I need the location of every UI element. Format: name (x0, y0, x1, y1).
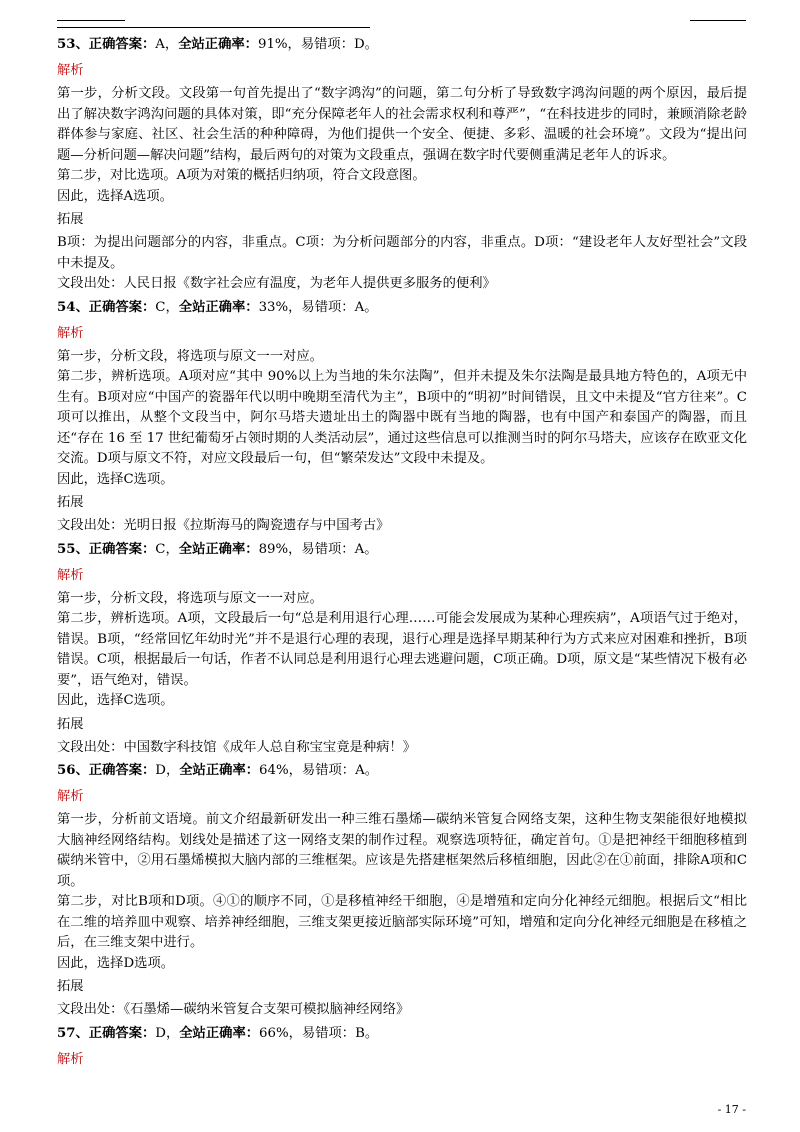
answer-label: 56、正确答案： (57, 763, 156, 778)
accuracy-label: 全站正确率： (179, 1025, 260, 1041)
header-rule-right (690, 20, 746, 21)
accuracy-value: 91%，易错项：D。 (257, 37, 378, 52)
answer-label: 57、正确答案： (57, 1025, 156, 1041)
extension-title: 拓展 (57, 495, 84, 510)
question-header (57, 758, 747, 784)
answer-value: A， (155, 37, 179, 52)
question-header (57, 295, 747, 321)
extension-paragraph: B项：为提出问题部分的内容，非重点。C项：为分析问题部分的内容，非重点。D项：“建设老年人友好型社会”文段中未提及。 (57, 235, 747, 271)
accuracy-label: 全站正确率： (178, 37, 258, 52)
analysis-paragraph: 第二步，辨析选项。A项，文段最后一句“总是利用退行心理……可能会发展成为某种心理疾病”，A项语气过于绝对，错误。B项，“经常回忆年幼时光”并不是退行心理的表现，退行心理是选择早期某种行为方式来应对困难和挫折，B项错误。C项，根据最后一句话，作者不认同总是利用退行心理去逃避问题，C项正确。D项，原文是“某些情况下极有必要”，语气绝对，错误。 (57, 611, 747, 688)
analysis-title: 解析 (57, 63, 84, 78)
header-rule-left-short (57, 20, 125, 21)
page-number: - 17 - (717, 1103, 746, 1116)
answer-label: 55、正确答案： (57, 541, 156, 557)
question-header (57, 537, 747, 563)
analysis-conclusion: 因此，选择C选项。 (57, 471, 174, 487)
analysis-paragraph: 第二步，对比选项。A项为对策的概括归纳项，符合文段意图。 (57, 168, 426, 183)
analysis-title: 解析 (57, 789, 84, 804)
question-57 (57, 1021, 747, 1073)
accuracy-label: 全站正确率： (179, 763, 260, 778)
accuracy-label: 全站正确率： (178, 541, 259, 557)
document-page (57, 32, 747, 1073)
question-header (57, 32, 747, 58)
analysis-paragraph: 第一步，分析文段，将选项与原文一一对应。 (57, 590, 323, 606)
source-citation: 文段出处：光明日报《拉斯海马的陶瓷遗存与中国考古》 (57, 518, 390, 533)
analysis-conclusion: 因此，选择A选项。 (57, 188, 173, 204)
question-header (57, 1021, 747, 1047)
analysis-paragraph: 第二步，对比B项和D项。④①的顺序不同，①是移植神经干细胞，④是增殖和定向分化神经元细胞。根据后文“相比在二维的培养皿中观察、培养神经细胞，三维支架更接近脑部实际环境”可知，增殖和定向分化神经元细胞是在移植之后，在三维支架中进行。 (57, 894, 747, 950)
accuracy-value: 33%，易错项：A。 (258, 299, 378, 315)
analysis-paragraph: 第一步，分析文段，将选项与原文一一对应。 (57, 348, 323, 364)
answer-value: D， (155, 1025, 180, 1041)
analysis-paragraph: 第二步，辨析选项。A项对应“其中 90%以上为当地的朱尔法陶”，但并未提及朱尔法陶是最具地方特色的，A项无中生有。B项对应“中国产的瓷器年代以明中晚期至清代为主”，B项中的“明初”时间错误，且文中未提及“官方往来”。C项可以推出，从整个文段当中，阿尔马塔夫遗址出土的陶器中既有当地的陶器，也有中国产和泰国产的陶器，而且还“存在 16 至 17 世纪葡萄牙占领时期的人类活动层”，通过这些信息可以推测当时的阿尔马塔夫，应该存在欧亚文化交流。D项与原文不符，对应文段最后一句，但“繁荣发达”文段中未提及。 (57, 369, 747, 466)
answer-value: C， (155, 541, 179, 557)
answer-value: C， (155, 299, 179, 315)
source-citation: 文段出处：人民日报《数字社会应有温度，为老年人提供更多服务的便利》 (57, 276, 496, 291)
question-56 (57, 758, 747, 1021)
extension-title: 拓展 (57, 212, 84, 227)
analysis-conclusion: 因此，选择C选项。 (57, 693, 174, 708)
source-citation: 文段出处：中国数字科技馆《成年人总自称宝宝竟是种病！》 (57, 739, 417, 755)
question-55 (57, 537, 747, 759)
extension-title: 拓展 (57, 979, 84, 994)
header-rule-left-long (57, 27, 370, 28)
accuracy-label: 全站正确率： (178, 299, 259, 315)
analysis-paragraph: 第一步，分析前文语境。前文介绍最新研发出一种三维石墨烯—碳纳米管复合网络支架，这种生物支架能很好地模拟大脑神经网络结构。划线处是描述了这一网络支架的制作过程。观察选项特征，确定首句。①是把神经干细胞移植到碳纳米管中，②用石墨烯模拟大脑内部的三维框架。应该是先搭建框架然后移植细胞，因此②在①前面，排除A项和C项。 (57, 812, 747, 889)
answer-label: 53、正确答案： (57, 37, 156, 52)
accuracy-value: 64%，易错项：A。 (259, 763, 378, 778)
accuracy-value: 66%，易错项：B。 (259, 1025, 379, 1041)
analysis-paragraph: 第一步，分析文段。文段第一句首先提出了“数字鸿沟”的问题，第二句分析了导致数字鸿沟问题的两个原因，最后提出了解决数字鸿沟问题的具体对策，即“充分保障老年人的社会需求权利和尊严”，“在科技进步的同时，兼顾消除老龄群体参与家庭、社区、社会生活的种种障碍，为他们提供一个安全、便捷、多彩、温暖的社会环境”。文段为“提出问题—分析问题—解决问题”结构，最后两句的对策为文段重点，强调在数字时代要侧重满足老年人的诉求。 (57, 86, 747, 163)
answer-label: 54、正确答案： (57, 299, 156, 315)
extension-title: 拓展 (57, 716, 84, 732)
analysis-title: 解析 (57, 1051, 84, 1067)
question-54 (57, 295, 747, 537)
analysis-title: 解析 (57, 567, 84, 583)
answer-value: D， (155, 763, 180, 778)
analysis-conclusion: 因此，选择D选项。 (57, 955, 175, 971)
analysis-title: 解析 (57, 325, 84, 341)
source-citation: 文段出处：《石墨烯—碳纳米管复合支架可模拟脑神经网络》 (57, 1002, 410, 1017)
accuracy-value: 89%，易错项：A。 (258, 541, 378, 557)
question-53 (57, 32, 747, 295)
